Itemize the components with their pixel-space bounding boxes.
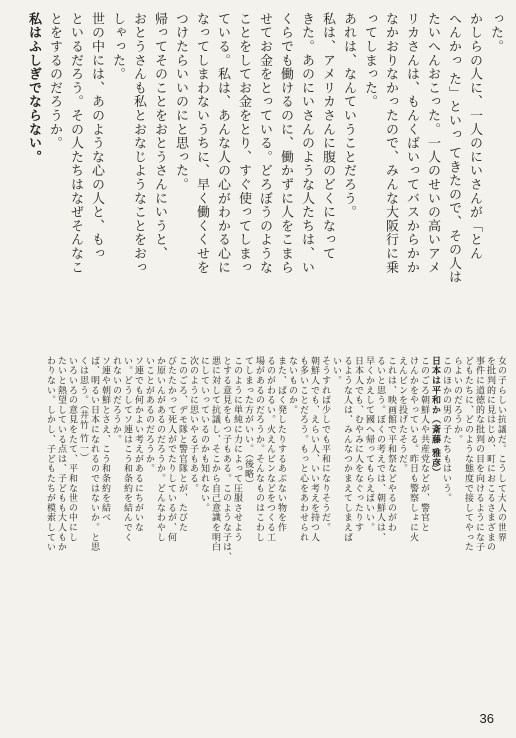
text-line: リカさんは、もんくばいってバスからかか bbox=[404, 12, 419, 275]
text-line: るような人は、みんなつかまえてしまえば bbox=[342, 356, 352, 543]
text-line: らよいのだろうか。 bbox=[452, 356, 462, 445]
text-line: なってしまわないうちに、早く働くくせを bbox=[194, 12, 209, 275]
text-line: つけたらいいのにと思った。 bbox=[173, 12, 188, 192]
text-line: どもたちに、どのような態度で接してやった bbox=[463, 356, 473, 552]
text-line: ってしまった。 bbox=[362, 12, 377, 109]
text-line: 私は、アメリカさんに腹のどくになって bbox=[320, 12, 335, 261]
text-column-top bbox=[10, 12, 506, 334]
text-column-lower-tier bbox=[10, 356, 506, 696]
text-line: てしまった方がいい。（後略） bbox=[243, 356, 253, 489]
text-line: れないのだろうか。 bbox=[111, 356, 121, 445]
text-line: たいと熱望している点は、子どもも大人もか bbox=[56, 356, 66, 552]
text-line: ことをしてお金をとり、すぐ使ってしまっ bbox=[236, 12, 251, 275]
text-line: このように単純に力によって圧服させよう bbox=[232, 356, 242, 543]
text-line: かしらの人に、一人のにいさんが「とん bbox=[467, 12, 482, 261]
text-line: いろいろの意見をたて、平和な世の中にし bbox=[67, 356, 77, 543]
text-line: あれは、なんていうことだろう。 bbox=[341, 12, 356, 219]
text-line: いい。 bbox=[331, 356, 341, 386]
text-line: 世の中には、あのような心の人と、もっ bbox=[89, 12, 104, 261]
text-line: しゃった。 bbox=[110, 12, 125, 81]
text-line: とをするのだろうか。 bbox=[47, 12, 62, 150]
text-line: 事件に道徳的な批判の目を向けるようにな子 bbox=[474, 356, 484, 552]
text-line: いことがあるのだろうか。 bbox=[144, 356, 154, 474]
text-line: このほかの男の子たちもはいう。 bbox=[441, 356, 451, 503]
text-line: ソ連でも何かよい考えがあるにちがいな bbox=[133, 356, 143, 533]
text-line-emphasis: 私はふしぎでならない。 bbox=[26, 12, 41, 164]
text-line: 場があるのだろうか。そんなものはこわし bbox=[254, 356, 264, 543]
text-line: 朝鮮人でも、えらい人、いい考えを持つ人 bbox=[309, 356, 319, 543]
text-line: けんかをやっている。昨日も警察しょに火 bbox=[408, 356, 418, 543]
text-line: 帰ってそのことをおとうさんにいうと、 bbox=[152, 12, 167, 261]
text-line: きた。あのにいさんのような人たちは、い bbox=[299, 12, 314, 275]
text-line: このごろ朝鮮人や共産党などが、警官と bbox=[419, 356, 429, 533]
text-line: るいと思う。ぼくの考えでは、朝鮮人は、 bbox=[375, 356, 385, 543]
text-line: わりない。しかし、子どもたちが模索してい bbox=[45, 356, 55, 552]
text-line: 次のように思いやる子もある。 bbox=[188, 356, 198, 494]
text-line: とする意見をもつ子もある。このような子は、 bbox=[221, 356, 231, 562]
text-line: へんかっ た」といっ てきたので、その人は bbox=[446, 12, 461, 285]
text-line: せてお金をとっている。どろぼうのような bbox=[257, 12, 272, 275]
text-line: このごろ、デモ隊と警官隊とが、たびた bbox=[177, 356, 187, 533]
text-line: にしていっているのかも知れない。 bbox=[199, 356, 209, 513]
text-line: なかおりなかったので、みんな大阪行に乗 bbox=[383, 12, 398, 275]
essay-heading: 日本は平和か（斎藤 雅彦） bbox=[430, 356, 440, 478]
text-line: くらでも働けるのに、働かずに人をこまら bbox=[278, 12, 293, 275]
text-line: を批判的に見はじめ、町におこるさまざまの bbox=[485, 356, 495, 552]
text-line: そうすれば少しでも平和になりそうだ。 bbox=[320, 356, 330, 533]
text-line: くは思う。（井竹 竹一） bbox=[78, 356, 88, 463]
text-line: これは、映画館で平和祭などやるのがわ bbox=[386, 356, 396, 533]
text-line: ないものか。 bbox=[287, 356, 297, 415]
text-line: 早くかえして國へ帰ってもらえばいい。 bbox=[364, 356, 374, 533]
page-number: 36 bbox=[479, 711, 494, 726]
text-line: ば、明るい日本になれるのではないか。と思 bbox=[89, 356, 99, 552]
text-line: か原いんがあるのだろうか。どんなわやし bbox=[155, 356, 165, 543]
text-line: また、ばく発したりするあぶない物を作 bbox=[276, 356, 286, 533]
text-line: 日本人でも、むやみに人をなぐったりす bbox=[353, 356, 363, 533]
text-line: るのがわるい。火えんビンなどをつくる工 bbox=[265, 356, 275, 543]
text-line: 女の子らしい抗議だ。こうして大人の世界 bbox=[496, 356, 506, 543]
text-line: おとうさんも私とおなじようなことをおっ bbox=[131, 12, 146, 275]
text-line: たいへんおこった。一人のせいの高いアメ bbox=[425, 12, 440, 275]
text-line: ソ連や朝鮮とさえ、こう和条約を結べ bbox=[100, 356, 110, 523]
text-line: といるだろう。その人たちはなぜそんなこ bbox=[68, 12, 83, 275]
text-line: びたたかって死人がでたりしているが、何 bbox=[166, 356, 176, 543]
text-line: 悪に対して抗議し、そこから自己意識を明白 bbox=[210, 356, 220, 552]
text-line: えんビンを投げたそうだ。 bbox=[397, 356, 407, 474]
text-line: い。どうしてソ連はこう和条約を結んでく bbox=[122, 356, 132, 543]
text-line: った。 bbox=[488, 12, 503, 54]
text-line: ている。私は、あんな人の心がわかる心に bbox=[215, 12, 230, 275]
text-line: も多いことだろう。もっと心をあわせられ bbox=[298, 356, 308, 543]
